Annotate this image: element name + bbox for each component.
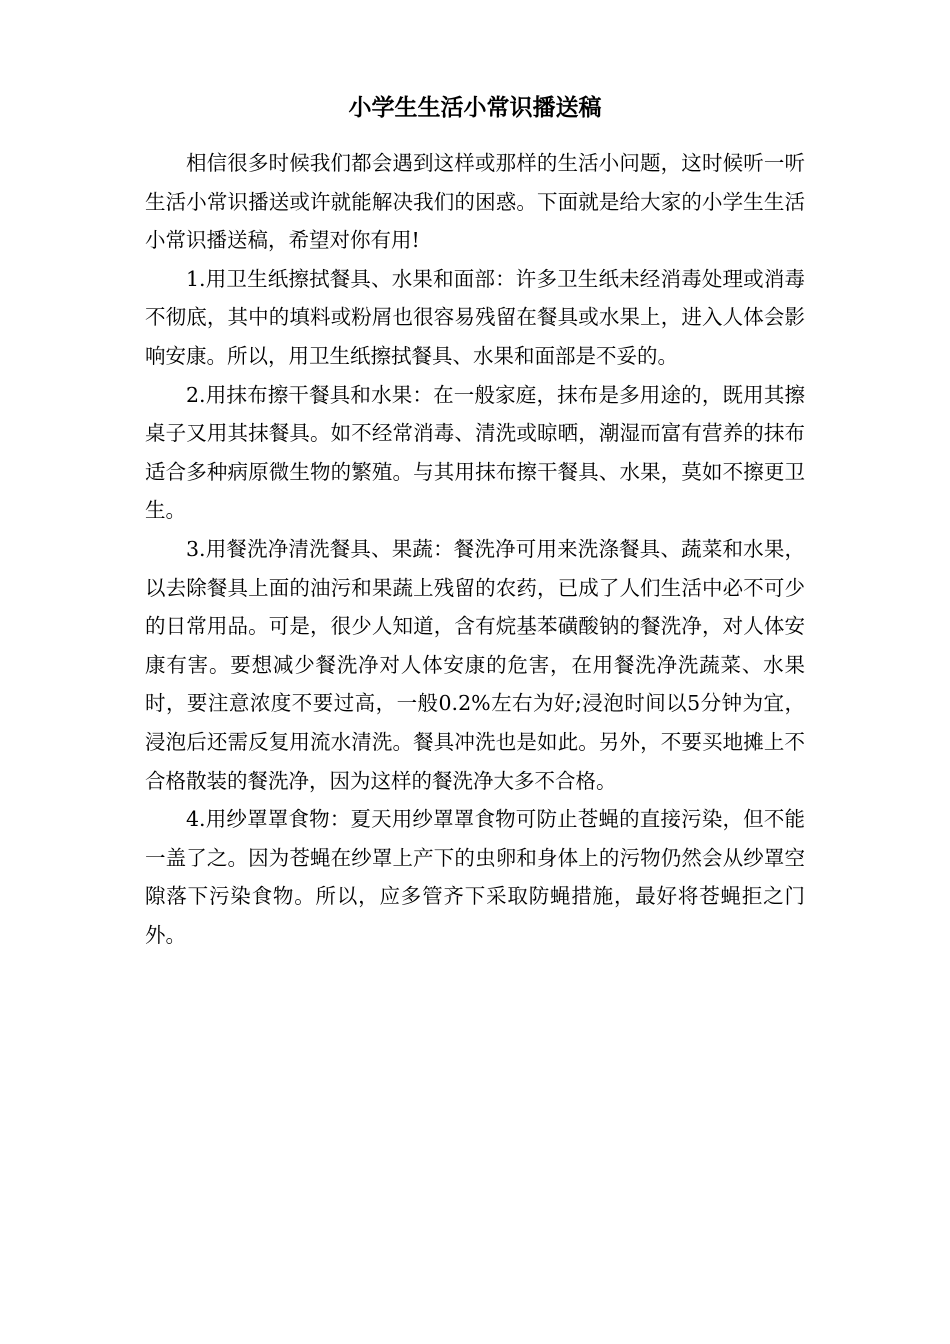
tip-paragraph-1: 1.用卫生纸擦拭餐具、水果和面部：许多卫生纸未经消毒处理或消毒不彻底，其中的填料或粉屑也很容易残留在餐具或水果上，进入人体会影响安康。所以，用卫生纸擦拭餐具、水果和面部是不妥的。	[145, 266, 805, 368]
intro-paragraph: 相信很多时候我们都会遇到这样或那样的生活小问题，这时候听一听生活小常识播送或许就能解决我们的困惑。下面就是给大家的小学生生活小常识播送稿，希望对你有用!	[145, 151, 805, 253]
tip-paragraph-3: 3.用餐洗净清洗餐具、果蔬：餐洗净可用来洗涤餐具、蔬菜和水果，以去除餐具上面的油污和果蔬上残留的农药，已成了人们生活中必不可少的日常用品。可是，很少人知道，含有烷基苯磺酸钠的餐洗净，对人体安康有害。要想减少餐洗净对人体安康的危害，在用餐洗净洗蔬菜、水果时，要注意浓度不要过高，一般0.2%左右为好;浸泡时间以5分钟为宜，浸泡后还需反复用流水清洗。餐具冲洗也是如此。另外，不要买地摊上不合格散装的餐洗净，因为这样的餐洗净大多不合格。	[145, 536, 805, 793]
document-title: 小学生生活小常识播送稿	[348, 94, 602, 121]
document-body	[145, 88, 805, 954]
tip-paragraph-4: 4.用纱罩罩食物：夏天用纱罩罩食物可防止苍蝇的直接污染，但不能一盖了之。因为苍蝇在纱罩上产下的虫卵和身体上的污物仍然会从纱罩空隙落下污染食物。所以，应多管齐下采取防蝇措施，最好将苍蝇拒之门外。	[145, 807, 805, 947]
tip-paragraph-2: 2.用抹布擦干餐具和水果：在一般家庭，抹布是多用途的，既用其擦桌子又用其抹餐具。如不经常消毒、清洗或晾晒，潮湿而富有营养的抹布适合多种病原微生物的繁殖。与其用抹布擦干餐具、水果，莫如不擦更卫生。	[145, 382, 805, 523]
